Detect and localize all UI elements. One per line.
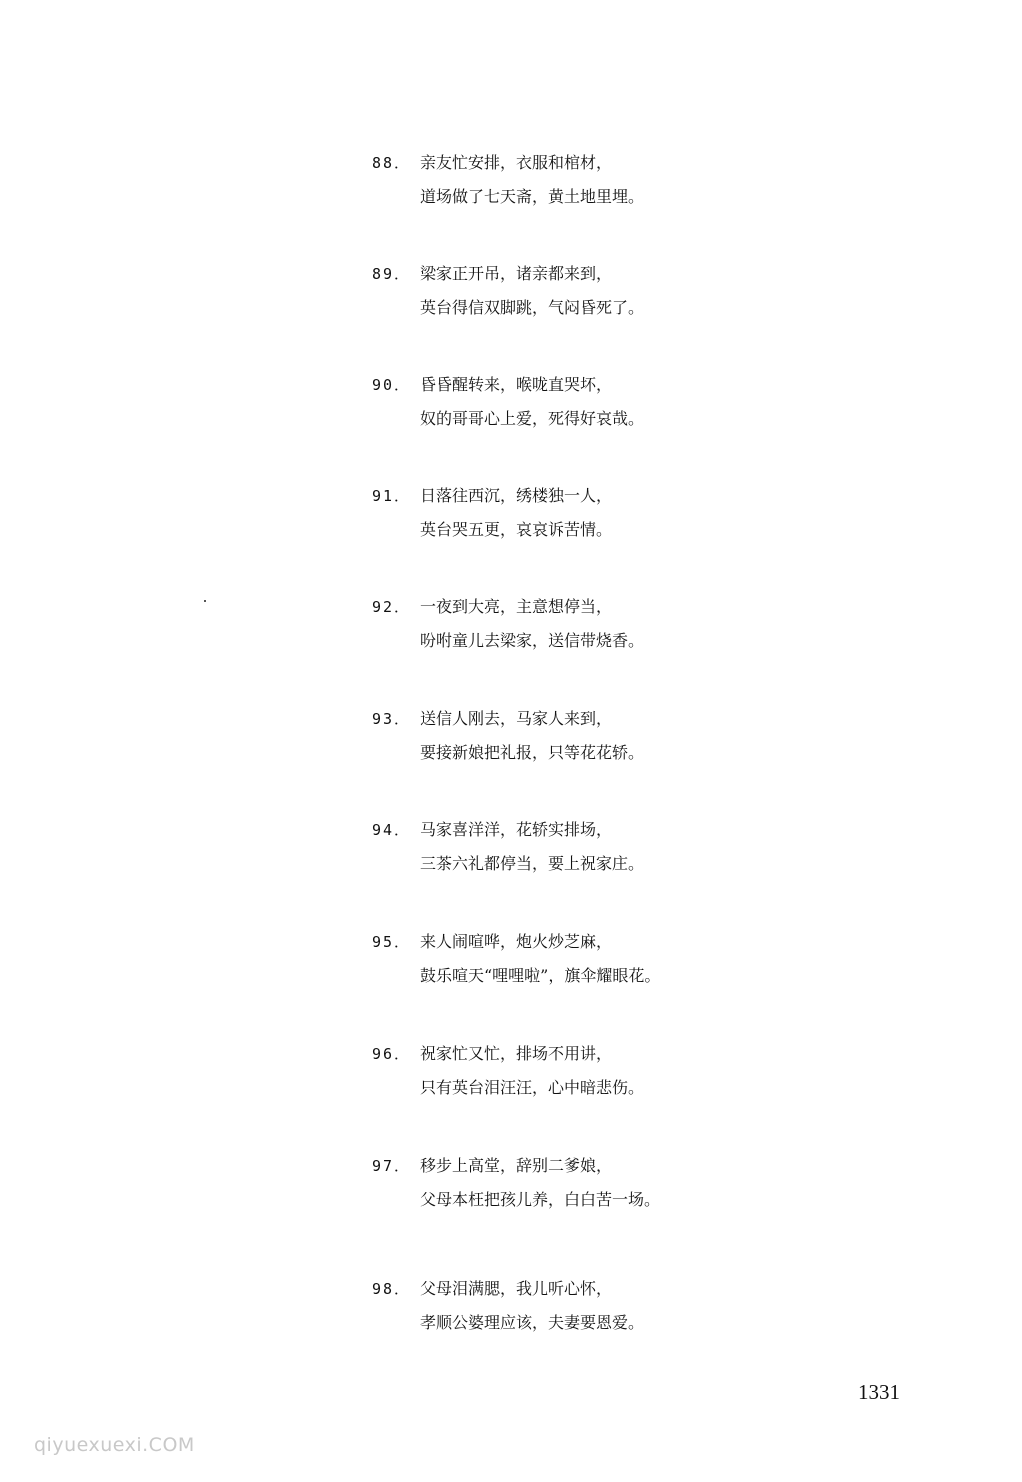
verse-98 bbox=[372, 1278, 832, 1348]
verse-number: 93． bbox=[372, 710, 412, 728]
verse-number: 94． bbox=[372, 821, 412, 839]
verse-line: 三茶六礼都停当，要上祝家庄。 bbox=[420, 854, 645, 873]
verse-line: 梁家正开吊，诸亲都来到， bbox=[420, 264, 613, 283]
verse-line: 父母本枉把孩儿养，白白苦一场。 bbox=[420, 1190, 661, 1209]
verse-number: 96． bbox=[372, 1045, 412, 1063]
verse-line: 祝家忙又忙，排场不用讲， bbox=[420, 1044, 613, 1063]
verse-line: 英台得信双脚跳，气闷昏死了。 bbox=[420, 298, 645, 317]
verse-number: 98． bbox=[372, 1280, 412, 1298]
verse-line: 送信人刚去，马家人来到， bbox=[420, 709, 613, 728]
verse-97 bbox=[372, 1155, 832, 1225]
verse-line: 英台哭五更，哀哀诉苦情。 bbox=[420, 520, 613, 539]
verse-number: 92． bbox=[372, 598, 412, 616]
verse-line: 亲友忙安排，衣服和棺材， bbox=[420, 153, 613, 172]
verse-line: 马家喜洋洋，花轿实排场， bbox=[420, 820, 613, 839]
verse-line: 奴的哥哥心上爱，死得好哀哉。 bbox=[420, 409, 645, 428]
verse-line: 孝顺公婆理应该，夫妻要恩爱。 bbox=[420, 1313, 645, 1332]
verse-93 bbox=[372, 708, 832, 778]
verse-line: 来人闹喧哗，炮火炒芝麻， bbox=[420, 932, 613, 951]
verse-89 bbox=[372, 263, 832, 333]
watermark: qiyuexuexi.COM bbox=[34, 1434, 195, 1456]
verse-88 bbox=[372, 152, 832, 222]
verse-line: 移步上高堂，辞别二爹娘， bbox=[420, 1156, 613, 1175]
verse-line: 父母泪满腮，我儿听心怀， bbox=[420, 1279, 613, 1298]
verse-line: 要接新娘把礼报，只等花花轿。 bbox=[420, 743, 645, 762]
verse-line: 一夜到大亮，主意想停当， bbox=[420, 597, 613, 616]
stray-mark bbox=[204, 600, 206, 602]
verse-line: 只有英台泪汪汪，心中暗悲伤。 bbox=[420, 1078, 645, 1097]
verse-line: 鼓乐喧天“哩哩啦”，旗伞耀眼花。 bbox=[420, 966, 661, 985]
verse-95 bbox=[372, 931, 832, 1001]
verse-line: 日落往西沉，绣楼独一人， bbox=[420, 486, 613, 505]
verse-number: 88． bbox=[372, 154, 412, 172]
verse-90 bbox=[372, 374, 832, 444]
verse-number: 95． bbox=[372, 933, 412, 951]
page-number: 1331 bbox=[858, 1380, 900, 1404]
verse-line: 道场做了七天斋，黄土地里埋。 bbox=[420, 187, 645, 206]
verse-number: 90． bbox=[372, 376, 412, 394]
verse-94 bbox=[372, 819, 832, 889]
verse-91 bbox=[372, 485, 832, 555]
verse-number: 91． bbox=[372, 487, 412, 505]
verse-number: 97． bbox=[372, 1157, 412, 1175]
verse-96 bbox=[372, 1043, 832, 1113]
verse-92 bbox=[372, 596, 832, 666]
verse-line: 昏昏醒转来，喉咙直哭坏， bbox=[420, 375, 613, 394]
verse-number: 89． bbox=[372, 265, 412, 283]
verse-line: 吩咐童儿去梁家，送信带烧香。 bbox=[420, 631, 645, 650]
